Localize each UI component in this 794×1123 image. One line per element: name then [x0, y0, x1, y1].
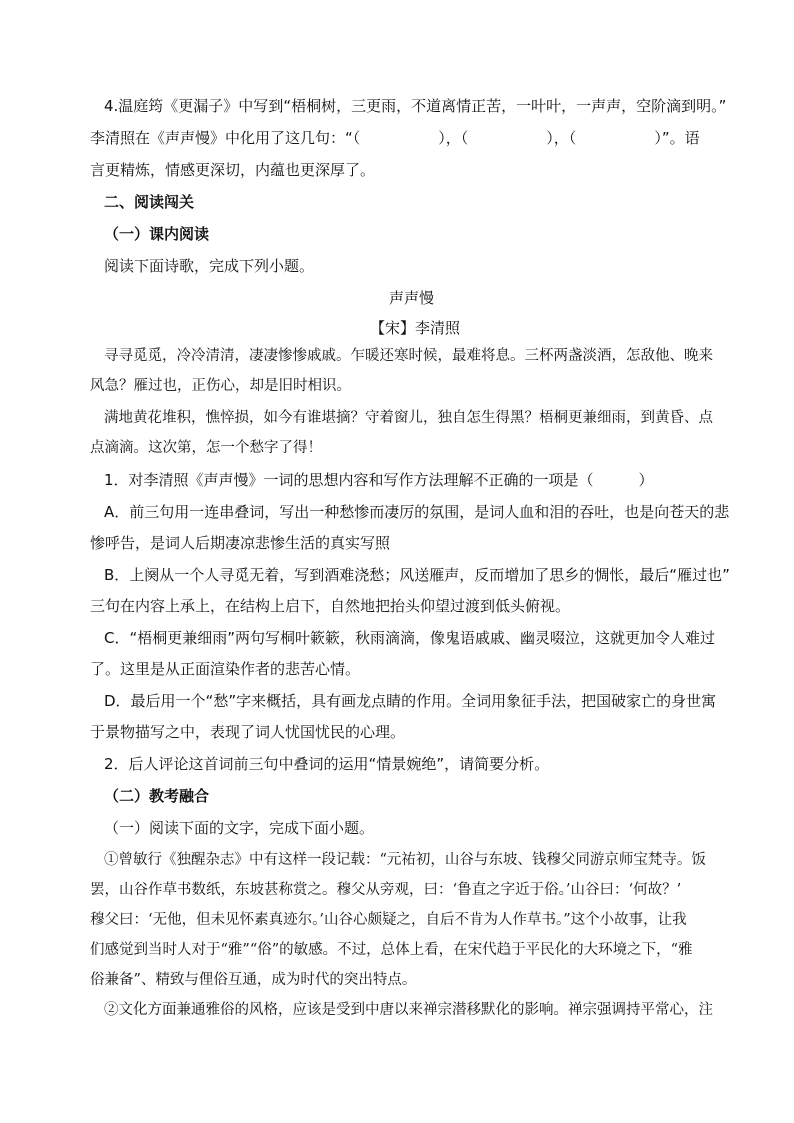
poem-stanza-2-line-2: 点滴滴。这次第，怎一个愁字了得！ — [90, 440, 322, 456]
q4-sep-2: ），（ — [546, 129, 577, 147]
passage-p1-line-2: 罢，山谷作草书数纸，东坡甚称赏之。穆父从旁观，曰：‘鲁直之字近于俗。’山谷曰：‘何故？’ — [90, 882, 682, 898]
question-2: 2．后人评论这首词前三句中叠词的运用“情景婉绝”，请简要分析。 — [104, 755, 550, 773]
option-c-line-1[interactable]: C．“梧桐更兼细雨”两句写桐叶簌簌，秋雨滴滴，像鬼语戚戚、幽灵啜泣，这就更加令人难过 — [104, 629, 716, 647]
subsection-heading-in-class: （一）课内阅读 — [104, 225, 210, 243]
option-d-line-2[interactable]: 于景物描写之中，表现了词人忧国忧民的心理。 — [90, 723, 406, 741]
poem-stanza-1-line-2: 风急？雁过也，正伤心，却是旧时相识。 — [90, 378, 351, 394]
poem-stanza-2-line-1: 满地黄花堆积，憔悴损，如今有谁堪摘？守着窗儿，独自怎生得黑？梧桐更兼细雨，到黄昏、点 — [104, 410, 713, 426]
poem-stanza-1-line-1: 寻寻觅觅，冷冷清清，凄凄惨惨戚戚。乍暖还寒时候，最难将息。三杯两盏淡酒，怎敌他、晚来 — [104, 348, 713, 364]
option-b-line-2[interactable]: 三句在内容上承上，在结构上启下，自然地把抬头仰望过渡到低头俯视。 — [90, 597, 571, 615]
option-a-line-2[interactable]: 惨呼告，是词人后期凄凉悲惨生活的真实写照 — [90, 534, 391, 552]
passage-p1-line-1: ①曾敏行《独醒杂志》中有这样一段记载：“元祐初，山谷与东坡、钱穆父同游京师宝梵寺。饭 — [104, 852, 706, 868]
option-a-line-1[interactable]: A．前三句用一连串叠词，写出一种愁惨而凄厉的氛围，是词人血和泪的吞吐，也是向苍天的悲 — [104, 503, 730, 521]
q4-line-2-suffix: ）”。语 — [654, 129, 700, 147]
reading-instruction: 阅读下面诗歌，完成下列小题。 — [104, 257, 315, 275]
question-1-stem: 1．对李清照《声声慢》一词的思想内容和写作方法理解不正确的一项是（ ） — [104, 471, 654, 489]
q4-line-2-prefix: 李清照在《声声慢》中化用了这几句：“（ — [90, 129, 361, 147]
passage-p1-line-4: 们感觉到当时人对于“雅”“俗”的敏感。不过，总体上看，在宋代趋于平民化的大环境之下，“雅 — [90, 942, 693, 958]
passage-p1-line-3: 穆父曰：‘无他，但未见怀素真迹尔。’山谷心颇疑之，自后不肯为人作草书。”这个小故事，让我 — [90, 912, 687, 928]
q4-sep-1: ），（ — [438, 129, 469, 147]
subsection-heading-exam: （二）教考融合 — [104, 787, 210, 805]
option-d-line-1[interactable]: D．最后用一个“愁”字来概括，具有画龙点睛的作用。全词用象征手法，把国破家亡的身世寓 — [104, 692, 717, 710]
q4-line-2 — [90, 128, 700, 148]
passage-p2-line-1: ②文化方面兼通雅俗的风格，应该是受到中唐以来禅宗潜移默化的影响。禅宗强调持平常心，注 — [104, 1002, 713, 1018]
poem-author: 【宋】李清照 — [370, 319, 461, 337]
option-c-line-2[interactable]: 了。这里是从正面渲染作者的悲苦心情。 — [90, 660, 361, 678]
q4-line-1: 4.温庭筠《更漏子》中写到“梧桐树，三更雨，不道离情正苦，一叶叶，一声声，空阶滴到明。” — [104, 97, 727, 115]
option-b-line-1[interactable]: B．上阕从一个人寻觅无着，写到酒难浇愁；风送雁声，反而增加了思乡的惆怅，最后“雁过也” — [104, 566, 730, 584]
q4-line-3: 言更精炼，情感更深切，内蕴也更深厚了。 — [90, 161, 376, 179]
passage-p1-line-5: 俗兼备”、精致与俚俗互通，成为时代的突出特点。 — [90, 972, 417, 988]
passage-instruction: （一）阅读下面的文字，完成下面小题。 — [104, 819, 375, 837]
section-heading: 二、阅读闯关 — [104, 193, 195, 211]
poem-title: 声声慢 — [389, 289, 435, 307]
